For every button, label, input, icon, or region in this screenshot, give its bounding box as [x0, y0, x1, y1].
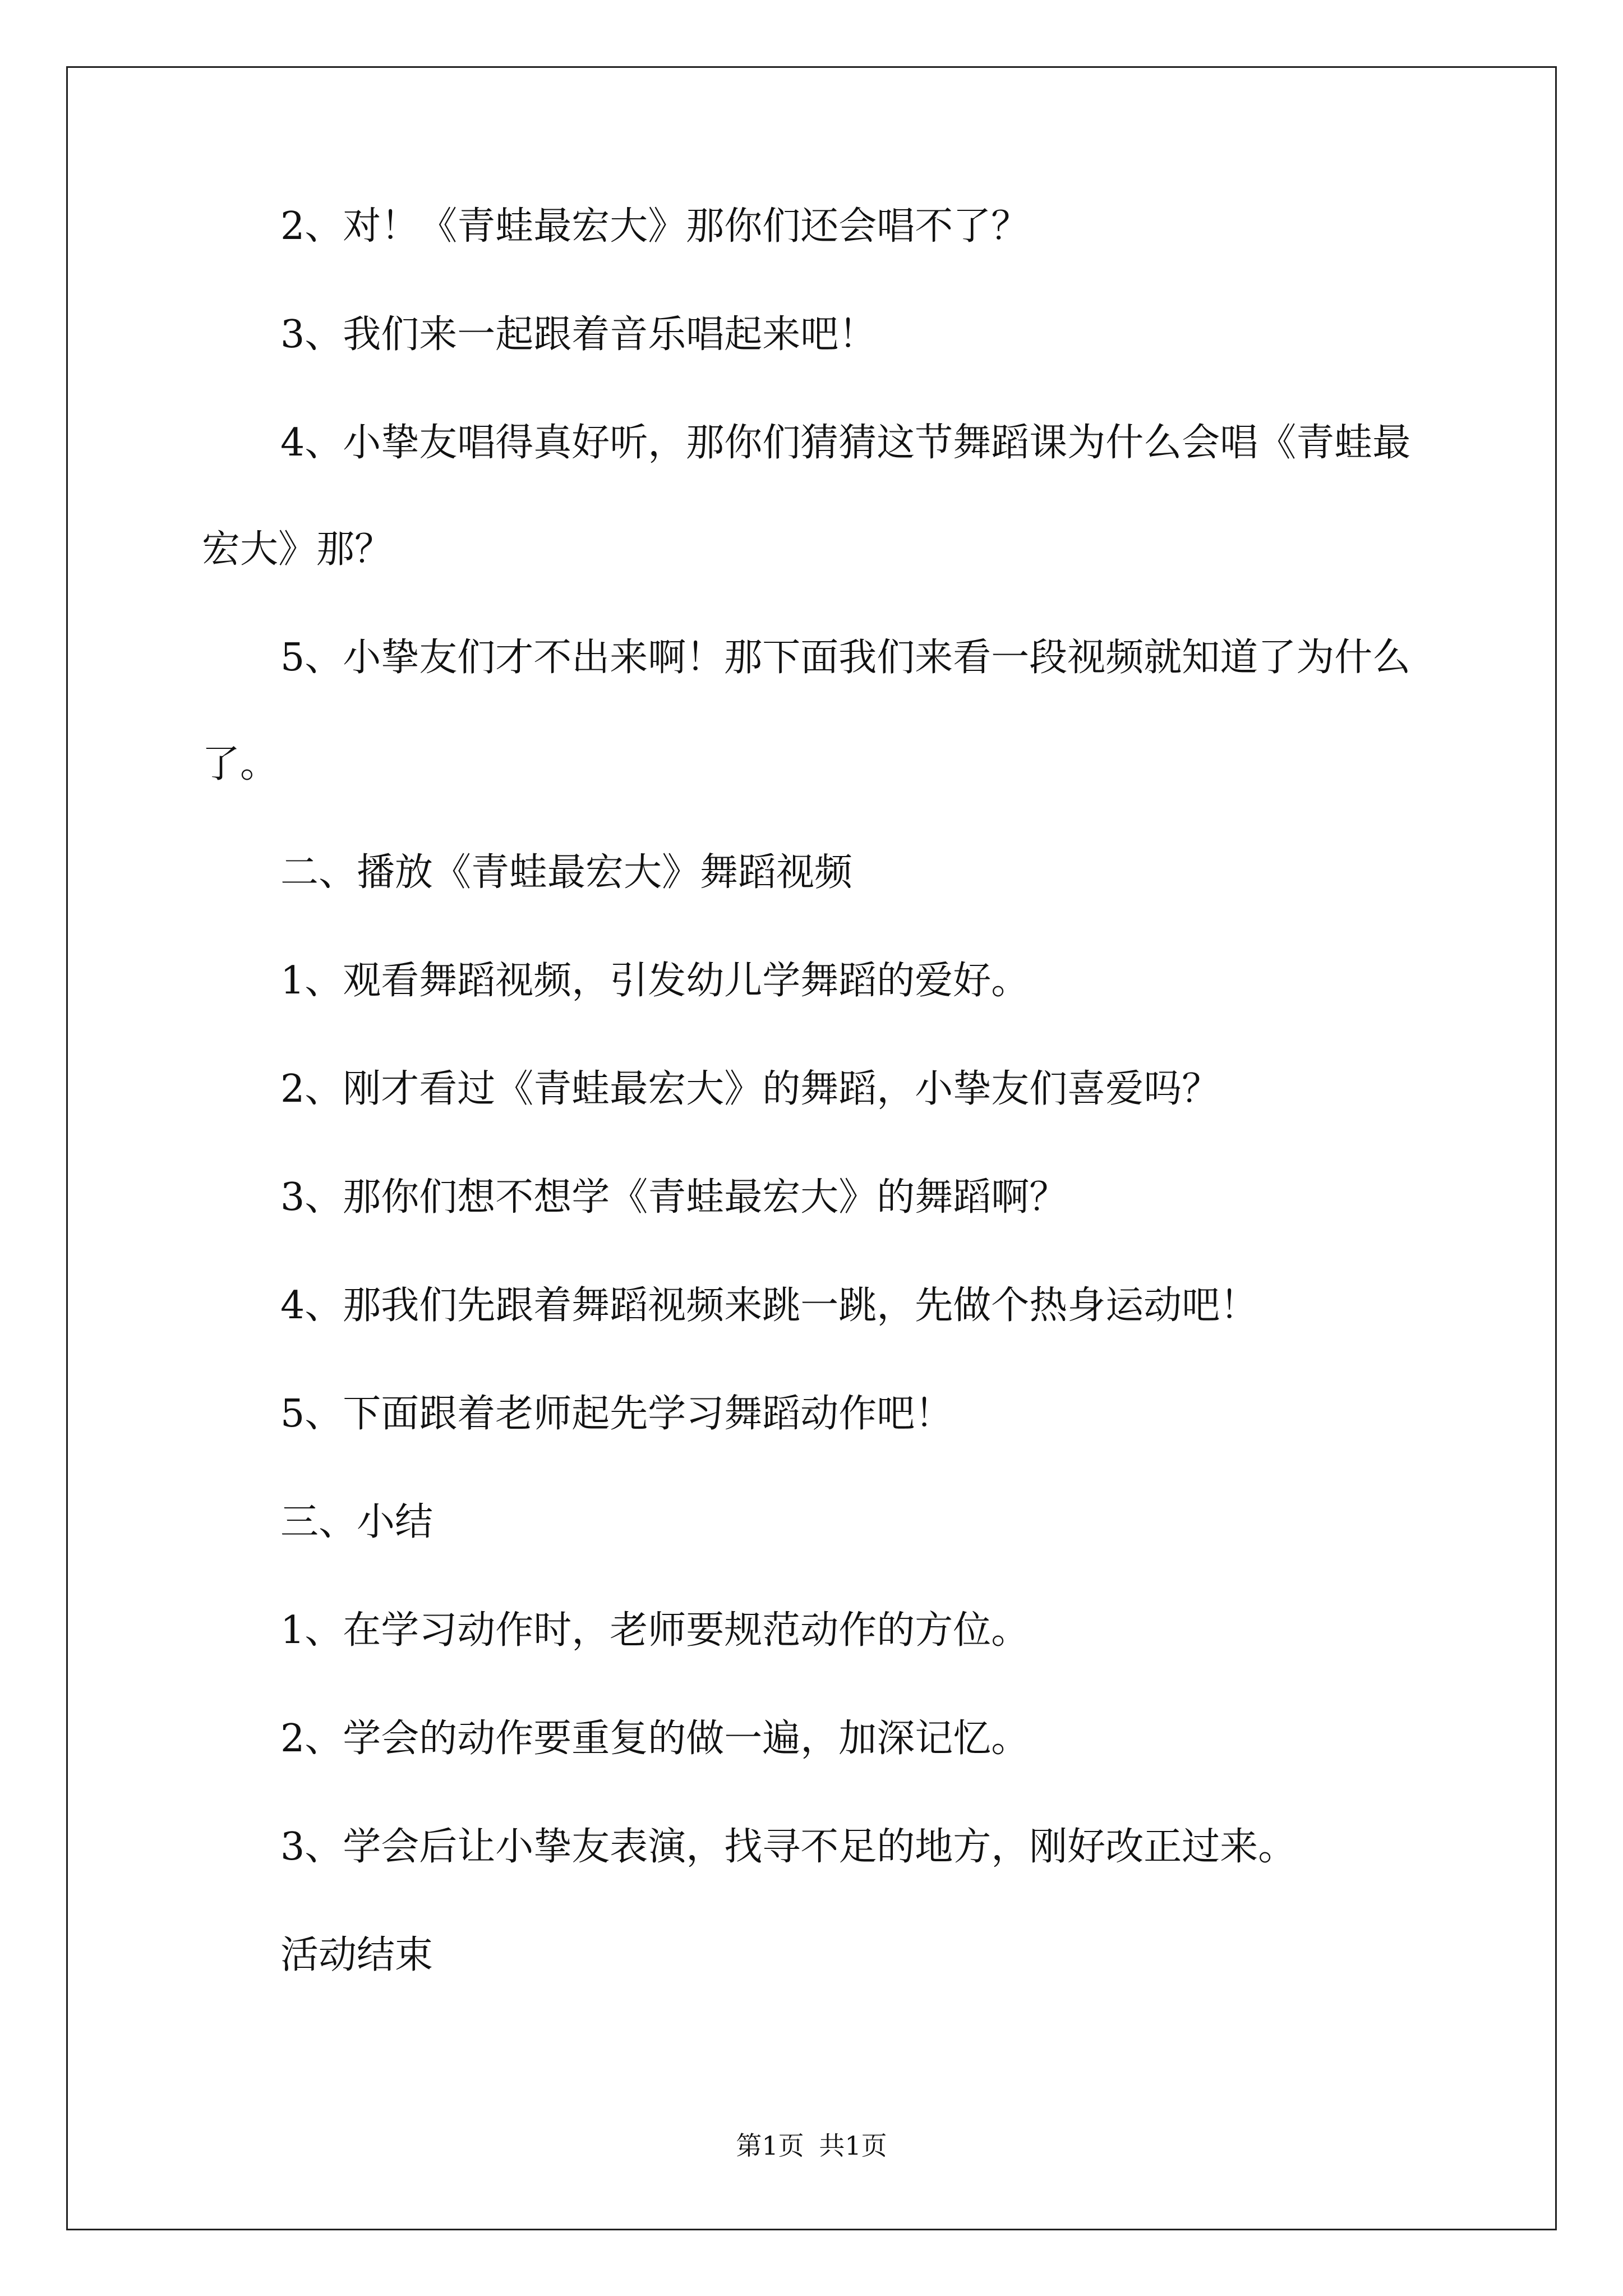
paragraph-14: 3、学会后让小挚友表演，找寻不足的地方，刚好改正过来。: [280, 1825, 1297, 1869]
paragraph-13: 2、学会的动作要重复的做一遍，加深记忆。: [280, 1717, 1030, 1761]
page-total: 共1页: [819, 2131, 887, 2161]
paragraph-4: 5、小挚友们才不出来啊！那下面我们来看一段视频就知道了为什么了。: [202, 636, 1411, 786]
paragraph-12: 1、在学习动作时，老师要规范动作的方位。: [280, 1608, 1030, 1653]
paragraph-1: 2、对！《青蛙最宏大》那你们还会唱不了？: [280, 204, 1030, 249]
page-footer: [0, 2132, 1623, 2160]
paragraph-2: 3、我们来一起跟着音乐唱起来吧！: [280, 312, 877, 357]
page-number: 第1页: [736, 2131, 804, 2161]
section-heading-2: 二、播放《青蛙最宏大》舞蹈视频: [280, 850, 853, 895]
section-heading-3: 三、小结: [280, 1500, 434, 1544]
paragraph-6: 1、观看舞蹈视频，引发幼儿学舞蹈的爱好。: [280, 959, 1030, 1003]
paragraph-8: 3、那你们想不想学《青蛙最宏大》的舞蹈啊？: [280, 1175, 1068, 1220]
document-body: [202, 204, 1436, 2045]
paragraph-9: 4、那我们先跟着舞蹈视频来跳一跳，先做个热身运动吧！: [280, 1283, 1258, 1328]
closing-heading: 活动结束: [280, 1933, 434, 1977]
paragraph-10: 5、下面跟着老师起先学习舞蹈动作吧！: [280, 1392, 953, 1436]
paragraph-7: 2、刚才看过《青蛙最宏大》的舞蹈，小挚友们喜爱吗？: [280, 1067, 1220, 1111]
paragraph-3: 4、小挚友唱得真好听，那你们猜猜这节舞蹈课为什么会唱《青蛙最宏大》那？: [202, 421, 1411, 572]
